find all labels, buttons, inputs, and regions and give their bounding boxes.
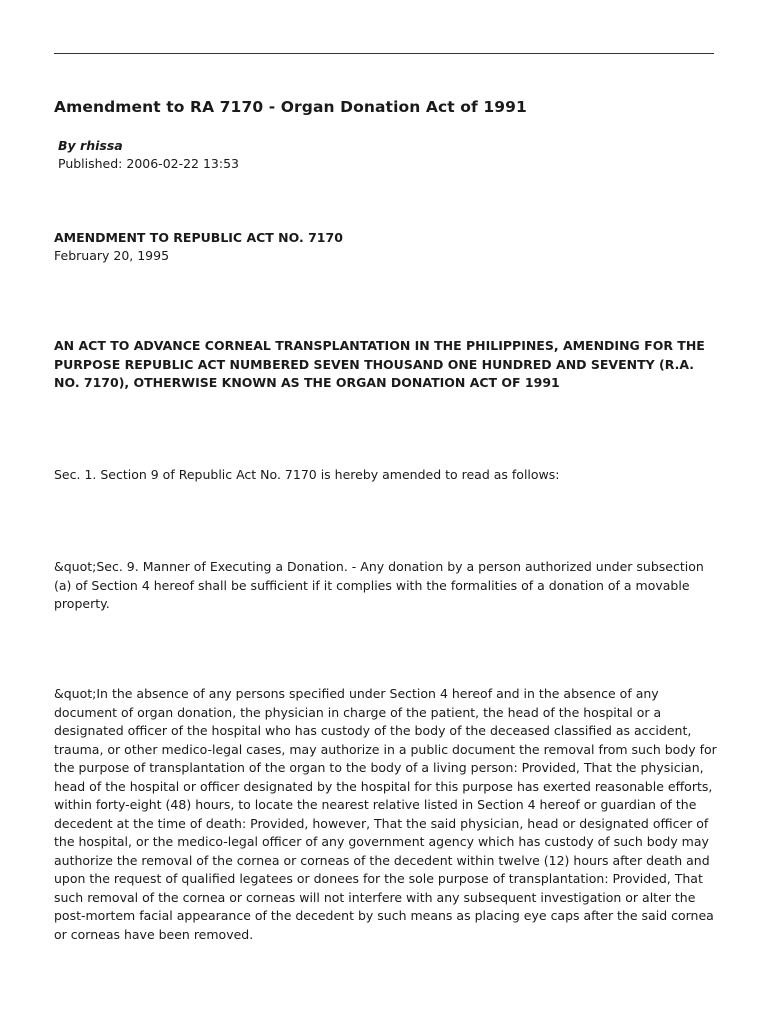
- absence-of-persons-paragraph: &quot;In the absence of any persons specified under Section 4 hereof and in the absence of any document of organ donation, the physician in charge of the patient, the head of the hospital or a designated officer of the hospital who has custody of the body of the deceased classified as accident, trauma, or other medico-legal cases, may authorize in a public document the removal from such body for the purpose of transplantation of the organ to the body of a living person: Provided, That the physician, head of the hospital or officer designated by the hospital for this purpose has exerted reasonable efforts, within forty-eight (48) hours, to locate the nearest relative listed in Section 4 hereof or guardian of the decedent at the time of death: Provided, however, That the said physician, head or designated officer of the hospital, or the medico-legal officer of any government agency which has custody of such body may authorize the removal of the cornea or corneas of the decedent within twelve (12) hours after death and upon the request of qualified legatees or donees for the sole purpose of transplantation: Provided, That such removal of the cornea or corneas will not interfere with any subsequent investigation or alter the post-mortem facial appearance of the decedent by such means as placing eye caps after the said cornea or corneas have been removed.: [54, 686, 717, 942]
- document-title: Amendment to RA 7170 - Organ Donation Act of 1991: [54, 98, 527, 116]
- published-date: Published: 2006-02-22 13:53: [58, 156, 240, 171]
- top-divider: [54, 53, 714, 54]
- act-title: AN ACT TO ADVANCE CORNEAL TRANSPLANTATION IN THE PHILIPPINES, AMENDING FOR THE PURPOSE REPUBLIC ACT NUMBERED SEVEN THOUSAND ONE HUNDRED AND SEVENTY (R.A. NO. 7170), OTHERWISE KNOWN AS THE ORGAN DONATION ACT OF 1991: [54, 338, 705, 390]
- section-1-paragraph: Sec. 1. Section 9 of Republic Act No. 7170 is hereby amended to read as follows:: [54, 467, 560, 482]
- author-byline: By rhissa: [58, 138, 123, 153]
- amendment-heading: AMENDMENT TO REPUBLIC ACT NO. 7170: [54, 230, 343, 245]
- section-9-paragraph: &quot;Sec. 9. Manner of Executing a Donation. - Any donation by a person authorized under subsection (a) of Section 4 hereof shall be sufficient if it complies with the formalities of a donation of a movable property.: [54, 559, 704, 611]
- amendment-date: February 20, 1995: [54, 248, 170, 263]
